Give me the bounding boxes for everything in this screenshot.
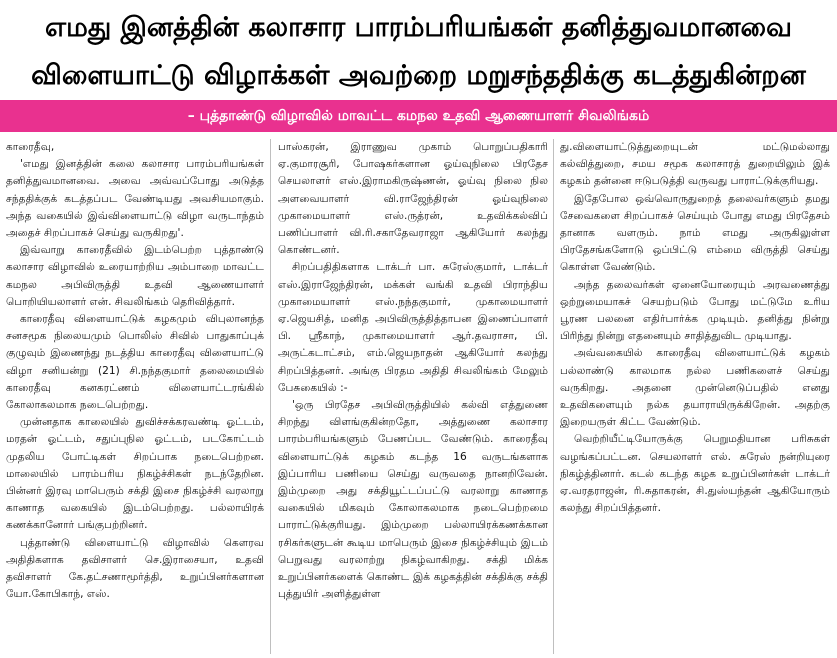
paragraph: காரைதீவு விளையாட்டுக் கழகமும் விபுலானந்த சனசமூக நிலையமும் பொலிஸ் சிவில் பாதுகாப்புக் குழுவும் இணைந்து நடத்திய காரைதீவு விளையாட்டு விழா சனியன்று (21) சி.நந்தகுமார் தலைமையில் காரைதீவு கனகரட்ணம் விளையாட்டரங்கில் கோலாகலமாக நடைபெற்றது. <box>6 313 264 412</box>
article-column-3 <box>560 139 830 654</box>
headline-line-2: விளையாட்டு விழாக்கள் அவற்றை மறுசந்ததிக்கு கடத்துகின்றன <box>31 60 806 91</box>
paragraph: வெற்றியீட்டியோருக்கு பெறுமதியான பரிசுகள் வழங்கப்பட்டன. செயலாளர் எல். சுரேஸ் நன்றியுரை நிகழ்த்தினார். கடல் கடந்த கழக உறுப்பினர்கள் டாக்டர் ஏ.வரதராஜன், ரி.சுதாகரன், சி.துஸ்யந்தன் ஆகியோரும் கலந்து சிறப்பித்தனர். <box>560 433 830 515</box>
paragraph: இதேபோல ஒவ்வொருதுறைத் தலைவர்களும் தமது சேவைகளை சிறப்பாகச் செய்யும் போது எமது பிரதேசம் தானாக வளரும். நாம் எமது அருகிலுள்ள பிரதேசங்களோடு ஒப்பிட்டு எம்மை விருத்தி செய்து கொள்ள வேண்டும். <box>560 192 830 274</box>
paragraph: புத்தாண்டு விளையாட்டு விழாவில் கௌரவ அதிதிகளாக தவிசாளர் செ.இராசையா, உதவி தவிசாளர் கே.தட்சணாமூர்த்தி, உறுப்பினர்களான யோ.கோபிகாந், எஸ். <box>6 536 264 601</box>
paragraph: முன்னதாக காலையில் துவிச்சக்கரவண்டி ஓட்டம், மரதன் ஓட்டம், சதுப்புநில ஓட்டம், படகோட்டம் முதலிய போட்டிகள் சிறப்பாக நடைபெற்றன. மாலையில் பாரம்பரிய நிகழ்ச்சிகள் நடந்தேறின. பின்னர் இரவு மாபெரும் சக்தி இசை நிகழ்ச்சி வரலாறு காணாத வகையில் இடம்பெற்றது. பல்லாயிரக் கணக்கானோர் பங்குபற்றினர். <box>6 416 264 532</box>
paragraph: பாஸ்கரன், இராணுவ முகாம் பொறுப்பதிகாரி ஏ.குமாரசூரி, போஷகர்களான ஓய்வுநிலை பிரதேச செயலாளர் எஸ்.இராமகிருஷ்ணன், ஓய்வு நிலை நில அளவையாளர் வி.ராஜேந்திரன் ஓய்வுநிலை முகாமையாளர் எஸ்.ருத்ரன், உதவிக்கல்விப் பணிப்பாளர் வி.ரி.சகாதேவராஜா ஆகியோர் கலந்து கொண்டனர். <box>278 141 548 257</box>
column-divider <box>553 139 554 654</box>
article-column-2 <box>278 139 548 654</box>
paragraph: 'எமது இனத்தின் கலை கலாசார பாரம்பரியங்கள் தனித்துவமானவை. அவை அவ்வப்போது அடுத்த சந்ததிக்குக் கடத்தப்பட வேண்டியது அவசியமாகும். அந்த வகையில் இவ்விளையாட்டு விழா வருடாந்தம் அதைச் சிறப்பாகச் செய்து வருகிறது'. <box>6 158 264 240</box>
subheadline-banner: – புத்தாண்டு விழாவில் மாவட்ட கமநல உதவி ஆணையாளர் சிவலிங்கம் <box>0 100 837 132</box>
paragraph: சிறப்பதிதிகளாக டாக்டர் பா. சுரேஸ்குமார், டாக்டர் எஸ்.இராஜேந்திரன், மக்கள் வங்கி உதவி பிராந்திய முகாமையாளர் எஸ்.நந்தகுமார், முகாமையாளர் ஏ.ஜெயசித், மனித அபிவிருத்தித்தாபன இணைப்பாளர் பி. ஸ்ரீகாந், முகாமையாளர் ஆர்.தவராசா, பி. அருட்கடாட்சம், எம்.ஜெயநாதன் ஆகியோர் கலந்து சிறப்பித்தனர். அங்கு பிரதம அதிதி சிவலிங்கம் மேலும் பேசுகையில் :- <box>278 261 548 394</box>
paragraph: அவ்வகையில் காரைதீவு விளையாட்டுக் கழகம் பல்லாண்டு காலமாக நல்ல பணிகளைச் செய்து வருகிறது. அதனை முன்னெடுப்பதில் எனது உதவிகளையும் நல்க தயாராயிருக்கிறேன். அதற்கு இறையருள் கிட்ட வேண்டும். <box>560 347 830 429</box>
paragraph: 'ஒரு பிரதேச அபிவிருத்தியில் கல்வி எத்துணை சிறந்து விளங்குகின்றதோ, அத்துணை கலாசார பாரம்பரியங்களும் பேணப்பட வேண்டும். காரைதீவு விளையாட்டுக் கழகம் கடந்த 16 வருடங்களாக இப்பாரிய பணியை செய்து வருவதை நானறிவேன். இம்முறை அது சக்தியூட்டப்பட்டு வரலாறு காணாத வகையில் மிகவும் கோலாகலமாக நடைபெற்றமை பாராட்டுக்குரியது. இம்முறை பல்லாயிரக்கணக்கான ரசிகர்களுடன் கூடிய மாபெரும் இசை நிகழ்ச்சியும் இடம் பெறுவது வரலாற்று நிகழ்வாகிறது. சக்தி மிக்க உறுப்பினர்களைக் கொண்ட இக் கழகத்தின் சக்திக்கு சக்தி புத்துயிர் அளித்துள்ள <box>278 399 548 601</box>
column-divider <box>270 139 271 654</box>
paragraph: இவ்வாறு காரைதீவில் இடம்பெற்ற புத்தாண்டு கலாசார விழாவில் உரையாற்றிய அம்பாறை மாவட்ட கமநல அபிவிருத்தி உதவி ஆணையாளர் பொறியியலாளர் என். சிவலிங்கம் தெரிவித்தார். <box>6 244 264 308</box>
dateline: காரைதீவு, <box>6 141 55 153</box>
article-column-1 <box>6 139 264 654</box>
headline-line-1: எமது இனத்தின் கலாசார பாரம்பரியங்கள் தனித்துவமானவை <box>45 12 792 43</box>
paragraph: து.விளையாட்டுத்துறையுடன் மட்டுமல்லாது கல்வித்துறை, சமய சமூக கலாசாரத் துறையிலும் இக் கழகம் தன்னை ஈடுபடுத்தி வருவது பாராட்டுக்குரியது. <box>560 141 830 188</box>
paragraph: அந்த தலைவர்கள் ஏனையோரையும் அரவணைத்து ஒற்றுமையாகச் செயற்படும் போது மட்டுமே உரிய பூரண பலனை எதிர்பார்க்க முடியும். தனித்து நின்று பிரிந்து நின்று எதனையும் சாதித்துவிட முடியாது. <box>560 278 830 343</box>
